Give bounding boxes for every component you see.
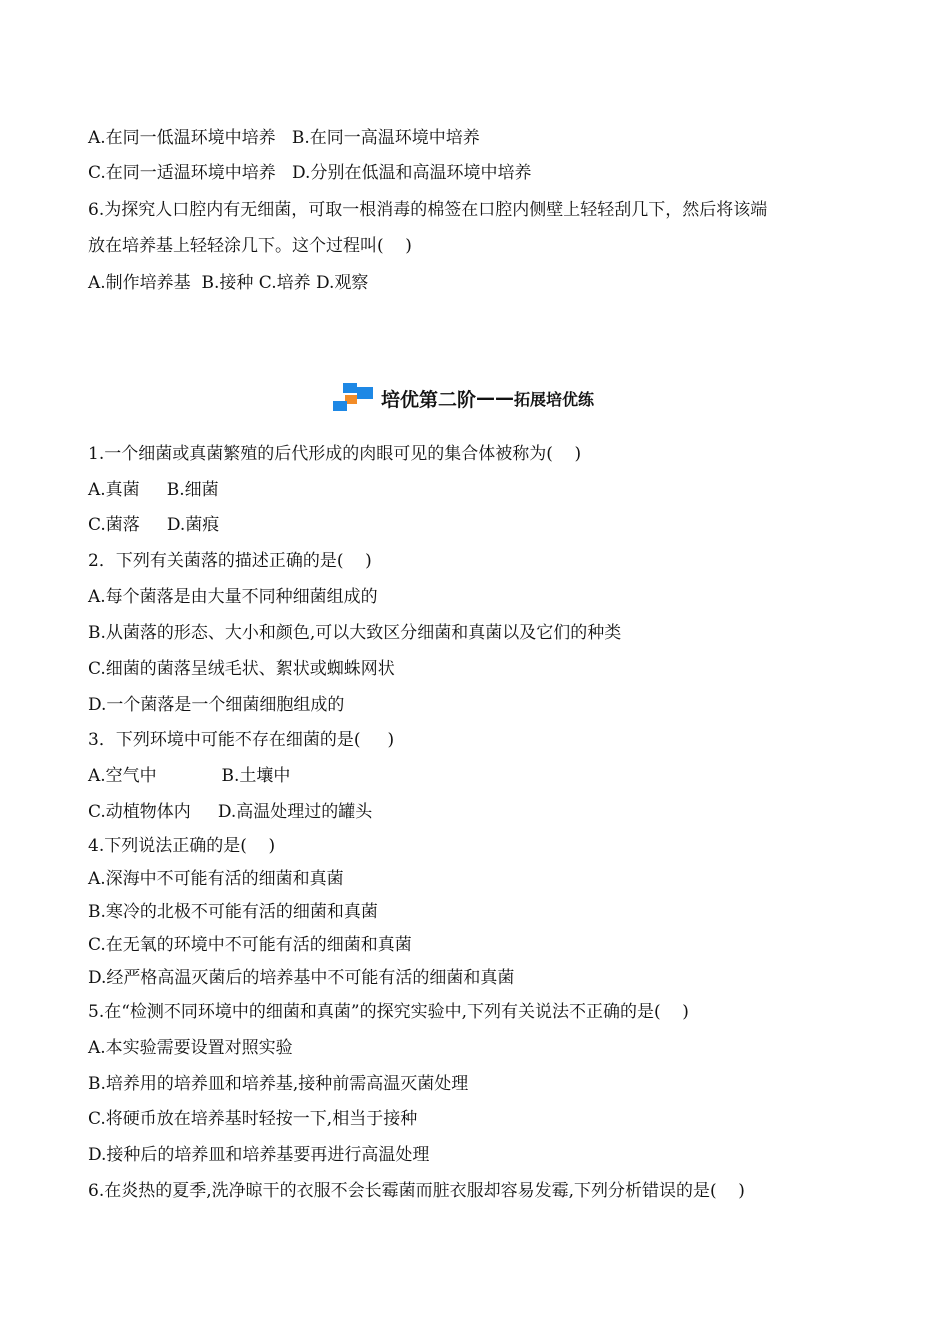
q5-option-c: C.将硬币放在培养基时轻按一下,相当于接种: [88, 1109, 418, 1129]
prev-q5-options-cd: C.在同一适温环境中培养 D.分别在低温和高温环境中培养: [88, 163, 532, 183]
q1-stem: 1.一个细菌或真菌繁殖的后代形成的肉眼可见的集合体被称为( ): [88, 444, 582, 464]
q5-option-b: B.培养用的培养皿和培养基,接种前需高温灭菌处理: [88, 1074, 469, 1094]
q3-options-ab: A.空气中 B.土壤中: [88, 766, 291, 786]
q4-option-d: D.经严格高温灭菌后的培养基中不可能有活的细菌和真菌: [88, 968, 515, 988]
q3-options-cd: C.动植物体内 D.高温处理过的罐头: [88, 802, 373, 822]
prev-q6-options: A.制作培养基 B.接种 C.培养 D.观察: [88, 273, 369, 293]
q2-option-d: D.一个菌落是一个细菌细胞组成的: [88, 695, 345, 715]
section-subtitle: 拓展培优练: [514, 389, 595, 409]
q2-option-b: B.从菌落的形态、大小和颜色,可以大致区分细菌和真菌以及它们的种类: [88, 623, 622, 643]
prev-q6-stem-line1: 6.为探究人口腔内有无细菌，可取一根消毒的棉签在口腔内侧壁上轻轻刮几下，然后将该端: [88, 200, 768, 220]
q5-option-d: D.接种后的培养皿和培养基要再进行高温处理: [88, 1145, 430, 1165]
q2-option-a: A.每个菌落是由大量不同种细菌组成的: [88, 587, 378, 607]
section-title-dash: ——: [476, 387, 515, 409]
q5-stem: 5.在“检测不同环境中的细菌和真菌”的探究实验中,下列有关说法不正确的是( ): [88, 1002, 689, 1022]
q4-option-a: A.深海中不可能有活的细菌和真菌: [88, 869, 344, 889]
q2-option-c: C.细菌的菌落呈绒毛状、絮状或蜘蛛网状: [88, 659, 395, 679]
q1-options-cd: C.菌落 D.菌痕: [88, 515, 220, 535]
q1-options-ab: A.真菌 B.细菌: [88, 480, 219, 500]
q4-option-c: C.在无氧的环境中不可能有活的细菌和真菌: [88, 935, 412, 955]
section-title: 培优第二阶: [381, 388, 477, 411]
prev-q5-options-ab: A.在同一低温环境中培养 B.在同一高温环境中培养: [88, 128, 480, 148]
q2-stem: 2．下列有关菌落的描述正确的是( ): [88, 551, 372, 571]
q4-stem: 4.下列说法正确的是( ): [88, 836, 276, 856]
q4-option-b: B.寒冷的北极不可能有活的细菌和真菌: [88, 902, 378, 922]
q3-stem: 3．下列环境中可能不存在细菌的是( ): [88, 730, 395, 750]
section-header: [333, 380, 594, 416]
section-logo-icon: [333, 383, 375, 413]
q5-option-a: A.本实验需要设置对照实验: [88, 1038, 293, 1058]
q6-stem: 6.在炎热的夏季,洗净晾干的衣服不会长霉菌而脏衣服却容易发霉,下列分析错误的是( ): [88, 1181, 745, 1201]
prev-q6-stem-line2: 放在培养基上轻轻涂几下。这个过程叫( ): [88, 236, 412, 256]
